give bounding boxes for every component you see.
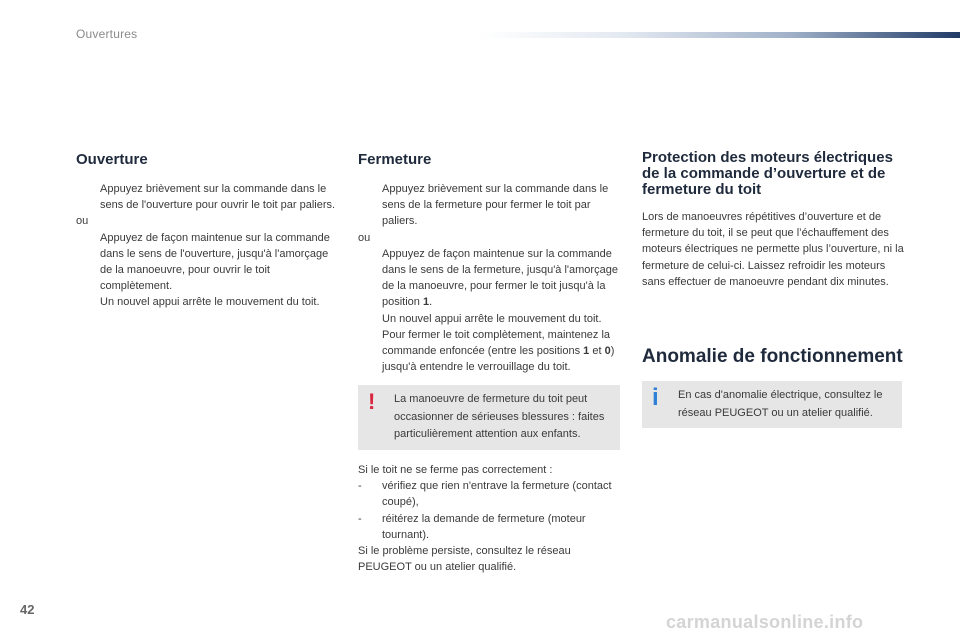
position-number: 1 (583, 345, 590, 358)
heading-anomalie: Anomalie de fonctionnement (642, 346, 903, 368)
warning-box (358, 385, 620, 450)
column-fermeture (358, 150, 620, 575)
bullet-text: Appuyez de façon maintenue sur la commande dans le sens de la fermeture, jusqu'à l'amorçage de la manoeuvre, pour fermer le toit jusqu'à la position (382, 247, 618, 309)
page-number: 42 (20, 602, 35, 617)
info-text: En cas d'anomalie électrique, consultez le réseau PEUGEOT ou un atelier qualifié. (678, 389, 883, 419)
warning-text: La manoeuvre de fermeture du toit peut occasionner de sérieuses blessures : faites particulièrement attention aux enfants. (394, 393, 605, 441)
bullet-text: ) jusqu'à entendre le verrouillage du toit. (382, 345, 615, 374)
or-label: ou (76, 215, 89, 228)
list-item (76, 181, 338, 213)
heading-ouverture: Ouverture (76, 151, 148, 168)
outro-text: Si le problème persiste, consultez le réseau PEUGEOT ou un atelier qualifié. (358, 544, 571, 574)
info-icon: i (652, 384, 659, 412)
list-item (358, 181, 620, 230)
protection-text: Lors de manoeuvres répétitives d’ouverture et de fermeture du toit, il se peut que l’échauffement des moteurs électriques ne permette plus l’ouverture, ni la fermeture de celui-ci. Laissez refroidir les moteurs sans effectuer de manoeuvre pendant dix minutes. (642, 211, 904, 288)
heading-protection: Protection des moteurs électriques de la commande d’ouverture et de fermeture du toit (642, 149, 893, 198)
list-item (358, 478, 620, 510)
bullet-text: . (429, 296, 433, 309)
watermark: carmanualsonline.info (666, 612, 864, 632)
position-number: 0 (604, 345, 611, 358)
fail-intro: Si le toit ne se ferme pas correctement : (358, 463, 553, 476)
bullet-text: Un nouvel appui arrête le mouvement du toit. (100, 296, 320, 309)
warning-icon: ! (368, 389, 376, 415)
position-number: 1 (422, 296, 430, 309)
list-item (358, 511, 620, 543)
dash-text: vérifiez que rien n'entrave la fermeture (contact coupé), (382, 480, 612, 509)
bullet-text: Un nouvel appui arrête le mouvement du toit. (382, 312, 602, 325)
section-title: Ouvertures (76, 27, 138, 41)
bullet-text: Appuyez de façon maintenue sur la commande dans le sens de l'ouverture, jusqu'à l'amorçage de la manoeuvre, pour ouvrir le toit complètement. (100, 231, 330, 293)
list-item (76, 230, 338, 311)
column-protection (642, 150, 904, 440)
or-label: ou (358, 231, 371, 244)
column-ouverture (76, 150, 338, 311)
bullet-text: Appuyez brièvement sur la commande dans le sens de l'ouverture pour ouvrir le toit par paliers. (100, 183, 336, 212)
header-gradient-bar (480, 32, 960, 38)
bullet-text: Appuyez brièvement sur la commande dans le sens de la fermeture pour fermer le toit par paliers. (382, 183, 609, 228)
heading-fermeture: Fermeture (358, 151, 432, 168)
list-item (358, 246, 620, 327)
info-box (642, 381, 902, 428)
dash-icon: - (358, 480, 362, 493)
bullet-text: Pour fermer le toit complètement, maintenez la commande enfoncée (entre les positions (382, 328, 611, 358)
list-item (358, 327, 620, 376)
dash-icon: - (358, 512, 362, 525)
dash-text: réitérez la demande de fermeture (moteur tournant). (382, 512, 586, 541)
bullet-text: et (589, 345, 605, 358)
